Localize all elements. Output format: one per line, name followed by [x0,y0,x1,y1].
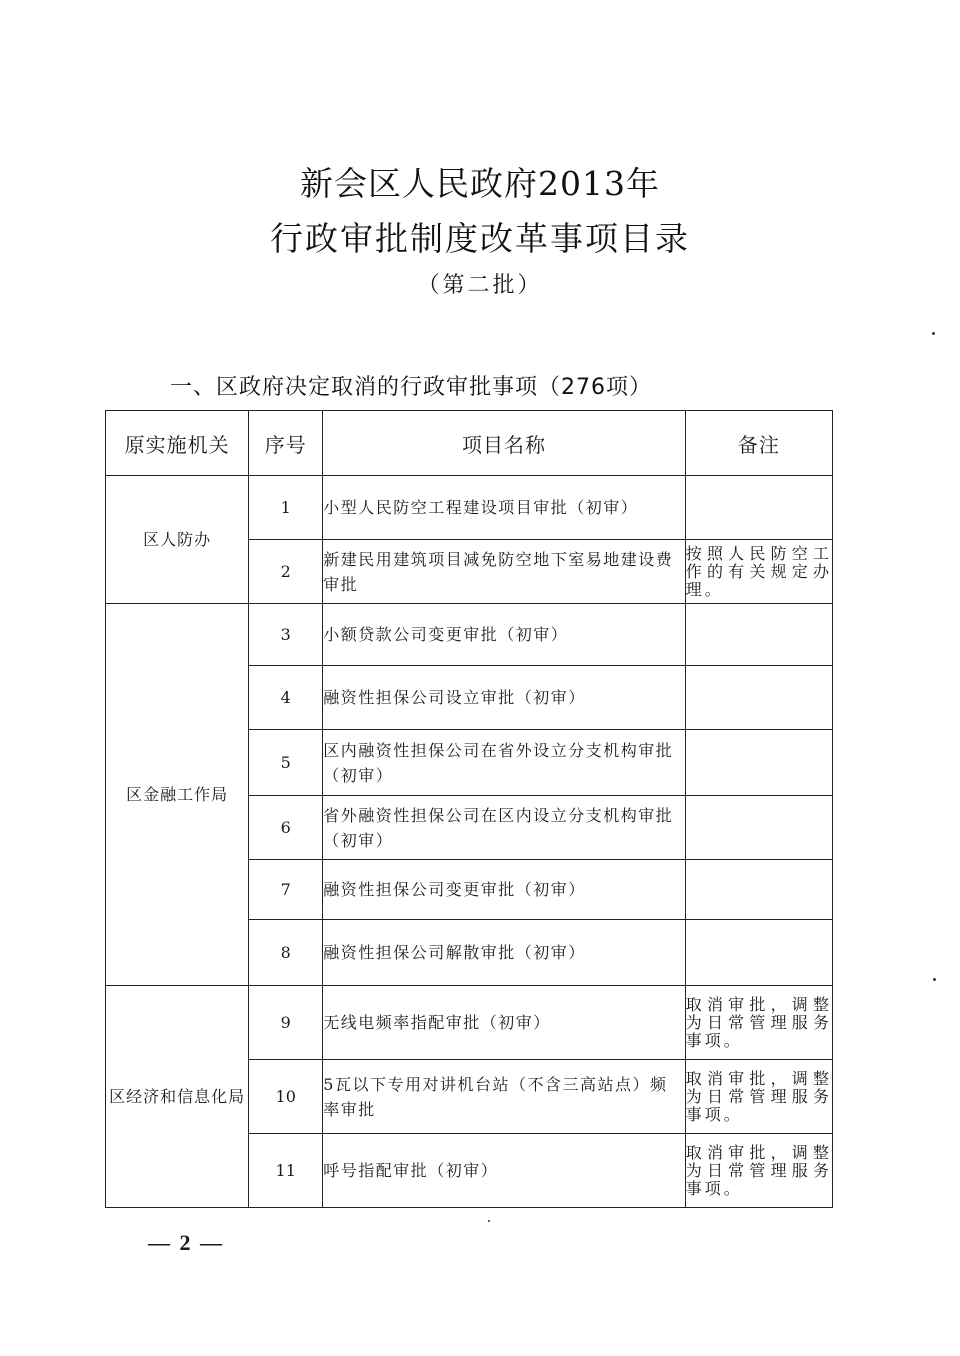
item-name-cell: 无线电频率指配审批（初审） [323,986,685,1060]
seq-cell: 9 [249,986,323,1060]
header-seq: 序号 [249,411,323,476]
item-name-cell: 小额贷款公司变更审批（初审） [323,604,685,666]
seq-cell: 2 [249,540,323,604]
note-cell: 取消审批，调整为日常管理服务事项。 [685,1060,832,1134]
note-cell [685,920,832,986]
seq-cell: 7 [249,860,323,920]
approval-items-table [105,410,833,1208]
seq-cell: 11 [249,1134,323,1208]
header-item-name: 项目名称 [323,411,685,476]
note-cell [685,476,832,540]
note-cell [685,666,832,730]
note-cell [685,730,832,796]
document-subtitle-batch: （第二批） [417,273,543,298]
seq-cell: 4 [249,666,323,730]
scan-speck [488,1220,490,1222]
page-number: — 2 — [148,1230,224,1255]
seq-cell: 1 [249,476,323,540]
note-cell: 取消审批，调整为日常管理服务事项。 [685,986,832,1060]
note-cell: 按照人民防空工作的有关规定办理。 [685,540,832,604]
item-name-cell: 小型人民防空工程建设项目审批（初审） [323,476,685,540]
note-cell [685,860,832,920]
item-name-cell: 省外融资性担保公司在区内设立分支机构审批（初审） [323,796,685,860]
header-agency: 原实施机关 [106,411,249,476]
document-title-line2: 行政审批制度改革事项目录 [270,219,690,258]
table-header-row [106,411,833,476]
table-row [106,476,833,540]
note-cell [685,796,832,860]
seq-cell: 6 [249,796,323,860]
agency-cell: 区人防办 [106,476,249,604]
section-heading: 一、区政府决定取消的行政审批事项（276项） [170,375,652,400]
agency-cell: 区经济和信息化局 [106,986,249,1208]
table-row [106,986,833,1060]
item-name-cell: 融资性担保公司解散审批（初审） [323,920,685,986]
seq-cell: 10 [249,1060,323,1134]
item-name-cell: 5瓦以下专用对讲机台站（不含三高站点）频率审批 [323,1060,685,1134]
seq-cell: 5 [249,730,323,796]
scan-speck [933,978,936,981]
item-name-cell: 呼号指配审批（初审） [323,1134,685,1208]
item-name-cell: 新建民用建筑项目减免防空地下室易地建设费审批 [323,540,685,604]
item-name-cell: 融资性担保公司变更审批（初审） [323,860,685,920]
scan-speck [932,332,935,335]
header-note: 备注 [685,411,832,476]
note-cell: 取消审批，调整为日常管理服务事项。 [685,1134,832,1208]
document-title-line1: 新会区人民政府2013年 [300,164,660,203]
item-name-cell: 区内融资性担保公司在省外设立分支机构审批（初审） [323,730,685,796]
table-row [106,604,833,666]
note-cell [685,604,832,666]
seq-cell: 3 [249,604,323,666]
agency-cell: 区金融工作局 [106,604,249,986]
item-name-cell: 融资性担保公司设立审批（初审） [323,666,685,730]
seq-cell: 8 [249,920,323,986]
